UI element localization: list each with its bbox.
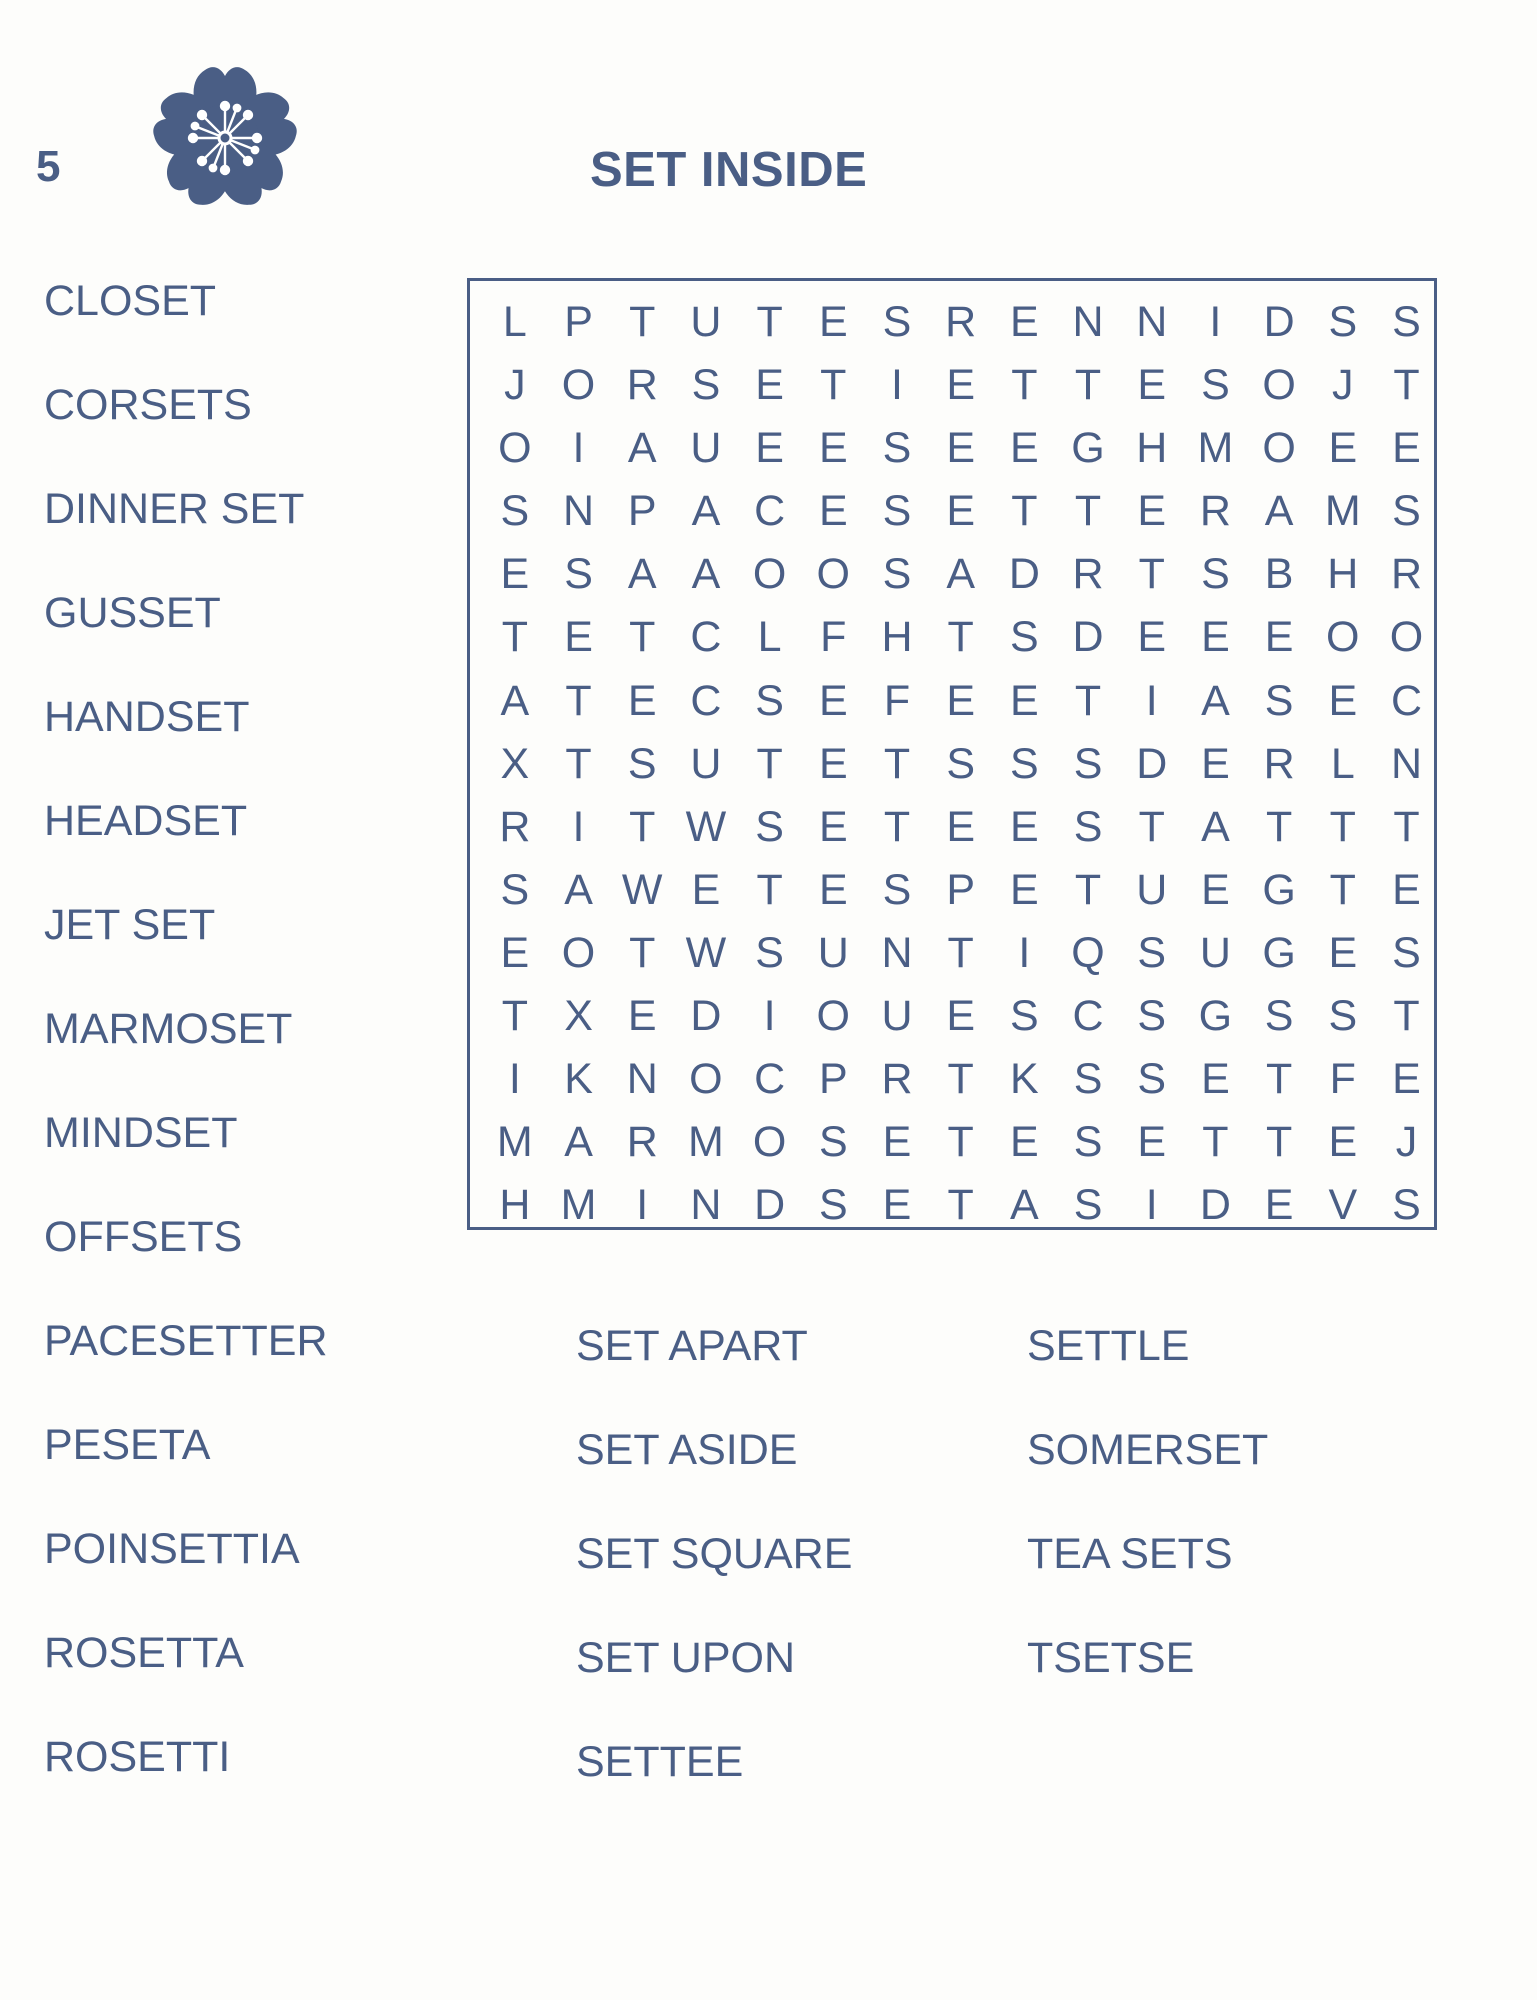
grid-cell: D <box>1008 550 1040 599</box>
grid-cell: P <box>564 298 593 346</box>
grid-cell: T <box>883 802 911 851</box>
grid-cell: O <box>498 424 532 473</box>
grid-cell: S <box>882 865 912 914</box>
grid-cell: R <box>881 1055 913 1104</box>
grid-cell: T <box>1074 487 1102 536</box>
grid-cell: I <box>763 992 776 1041</box>
word-item: HEADSET <box>44 797 248 845</box>
grid-cell: A <box>691 550 721 599</box>
grid-cell: S <box>1010 613 1039 662</box>
grid-cell: S <box>500 865 530 914</box>
page-number: 5 <box>36 142 61 191</box>
grid-cell: U <box>1136 865 1168 914</box>
grid-cell: A <box>500 676 530 725</box>
grid-cell: E <box>627 992 657 1041</box>
grid-cell: N <box>563 487 595 536</box>
grid-cell: C <box>1390 676 1422 725</box>
grid-cell: E <box>946 424 975 473</box>
grid-cell: T <box>501 613 528 662</box>
grid-cell: S <box>882 487 912 536</box>
grid-cell: E <box>1010 1118 1039 1167</box>
grid-cell: L <box>502 298 527 346</box>
grid-cell: D <box>1263 298 1295 346</box>
grid-cell: O <box>1389 613 1424 662</box>
grid-cell: O <box>1326 613 1360 662</box>
grid-cell: R <box>1263 739 1295 788</box>
grid-cell: T <box>1393 802 1420 851</box>
grid-cell: U <box>817 928 849 977</box>
grid-cell: E <box>818 739 848 788</box>
word-item: SETTLE <box>1027 1322 1190 1370</box>
grid-cell: M <box>496 1118 533 1167</box>
grid-cell: E <box>755 361 784 410</box>
grid-cell: E <box>755 424 784 473</box>
grid-cell: R <box>1390 550 1422 599</box>
grid-cell: E <box>1010 298 1039 346</box>
grid-cell: S <box>1392 298 1421 346</box>
grid-cell: A <box>627 424 657 473</box>
grid-cell: N <box>1390 739 1422 788</box>
grid-cell: C <box>690 676 722 725</box>
grid-cell: T <box>501 992 528 1041</box>
word-item: SETTEE <box>576 1738 744 1786</box>
grid-cell: L <box>1330 739 1355 788</box>
grid-cell: J <box>504 361 526 410</box>
grid-cell: T <box>629 928 656 977</box>
grid-cell: T <box>756 865 783 914</box>
grid-cell: I <box>572 424 585 473</box>
grid-cell: E <box>1137 613 1167 662</box>
grid-cell: E <box>818 298 848 346</box>
grid-cell: T <box>883 739 911 788</box>
grid-cell: S <box>1264 992 1294 1041</box>
grid-cell: H <box>881 613 913 662</box>
grid-cell: E <box>1392 1055 1421 1104</box>
grid-cell: S <box>691 361 721 410</box>
grid-cell: R <box>1072 550 1104 599</box>
grid-cell: A <box>1010 1181 1039 1230</box>
grid-cell: S <box>818 1118 848 1167</box>
grid-cell: R <box>1199 487 1231 536</box>
grid-cell: B <box>1264 550 1294 599</box>
grid-cell: S <box>1137 992 1167 1041</box>
grid-cell: S <box>1073 739 1103 788</box>
grid-cell: T <box>1265 1118 1293 1167</box>
word-item: TEA SETS <box>1027 1530 1233 1578</box>
grid-cell: S <box>1137 928 1167 977</box>
grid-cell: T <box>629 298 656 346</box>
grid-cell: T <box>756 298 783 346</box>
grid-cell: T <box>947 1181 974 1230</box>
page-title: SET INSIDE <box>590 143 868 197</box>
grid-cell: T <box>629 802 656 851</box>
grid-cell: E <box>818 802 848 851</box>
word-list-middle <box>576 1318 852 1838</box>
grid-cell: T <box>1074 865 1102 914</box>
word-item: CLOSET <box>44 277 217 325</box>
word-item: MINDSET <box>44 1109 238 1157</box>
grid-cell: E <box>818 676 848 725</box>
grid-cell: E <box>1264 1181 1294 1230</box>
grid-cell: W <box>621 865 663 914</box>
grid-cell: A <box>691 487 721 536</box>
grid-cell: U <box>690 298 722 346</box>
grid-cell: M <box>560 1181 597 1230</box>
grid-cell: S <box>1328 992 1358 1041</box>
grid-cell: I <box>1018 928 1031 977</box>
word-item: HANDSET <box>44 693 250 741</box>
grid-cell: A <box>1264 487 1294 536</box>
grid-cell: G <box>1071 424 1105 473</box>
grid-cell: M <box>1197 424 1234 473</box>
grid-cell: I <box>1209 298 1222 346</box>
grid-cell: T <box>947 1118 974 1167</box>
grid-cell: G <box>1198 992 1233 1041</box>
grid-cell: E <box>1392 865 1421 914</box>
grid-cell: S <box>882 424 912 473</box>
grid-cell: J <box>1395 1118 1418 1167</box>
grid-cell: T <box>1393 992 1420 1041</box>
grid-cell: E <box>882 1181 912 1230</box>
grid-cell: P <box>946 865 975 914</box>
grid-cell: W <box>685 802 727 851</box>
grid-cell: N <box>1072 298 1104 346</box>
word-item: ROSETTI <box>44 1733 231 1781</box>
grid-cell: T <box>1138 550 1165 599</box>
grid-cell: I <box>1145 1181 1158 1230</box>
grid-cell: N <box>626 1055 658 1104</box>
grid-cell: S <box>564 550 593 599</box>
grid-cell: T <box>1011 487 1038 536</box>
grid-cell: S <box>627 739 657 788</box>
grid-cell: S <box>755 802 784 851</box>
grid-cell: O <box>752 1118 787 1167</box>
grid-cell: R <box>626 361 658 410</box>
grid-cell: E <box>1264 613 1294 662</box>
grid-cell: S <box>1073 1118 1103 1167</box>
grid-cell: S <box>1328 298 1358 346</box>
grid-cell: F <box>820 613 847 662</box>
grid-cell: S <box>1392 928 1421 977</box>
grid-cell: T <box>565 739 592 788</box>
grid-cell: P <box>818 1055 848 1104</box>
grid-cell: T <box>1265 1055 1293 1104</box>
grid-cell: S <box>1137 1055 1167 1104</box>
grid-cell: S <box>1392 487 1421 536</box>
grid-cell: T <box>629 613 656 662</box>
word-item: GUSSET <box>44 589 221 637</box>
grid-cell: D <box>754 1181 786 1230</box>
grid-cell: E <box>1137 487 1167 536</box>
grid-cell: X <box>564 992 593 1041</box>
grid-cell: I <box>890 361 903 410</box>
grid-cell: D <box>1136 739 1168 788</box>
grid-cell: C <box>754 1055 786 1104</box>
word-item: ROSETTA <box>44 1629 244 1677</box>
grid-cell: E <box>818 487 848 536</box>
grid-cell: T <box>1074 676 1102 725</box>
grid-cell: E <box>691 865 721 914</box>
grid-cell: E <box>500 550 530 599</box>
grid-cell: E <box>1010 424 1039 473</box>
grid-cell: C <box>754 487 786 536</box>
grid-cell: S <box>882 298 912 346</box>
word-item: SET ASIDE <box>576 1426 798 1474</box>
grid-cell: E <box>882 1118 912 1167</box>
grid-cell: U <box>690 739 722 788</box>
grid-cell: O <box>816 992 850 1041</box>
grid-cell: E <box>627 676 657 725</box>
grid-cell: E <box>1201 613 1230 662</box>
word-item: TSETSE <box>1027 1634 1195 1682</box>
grid-cell: A <box>1201 676 1230 725</box>
letter-grid <box>483 291 1438 1237</box>
grid-cell: F <box>883 676 911 725</box>
grid-cell: V <box>1328 1181 1358 1230</box>
grid-cell: N <box>881 928 913 977</box>
grid-cell: H <box>499 1181 531 1230</box>
grid-cell: U <box>881 992 913 1041</box>
grid-cell: P <box>627 487 657 536</box>
grid-cell: E <box>1328 928 1358 977</box>
grid-cell: T <box>565 676 592 725</box>
grid-cell: O <box>1262 424 1296 473</box>
grid-cell: E <box>1137 361 1167 410</box>
grid-cell: S <box>946 739 975 788</box>
grid-cell: I <box>508 1055 521 1104</box>
grid-cell: T <box>947 1055 974 1104</box>
grid-cell: M <box>1324 487 1361 536</box>
grid-cell: O <box>816 550 850 599</box>
grid-cell: E <box>1010 676 1039 725</box>
grid-cell: A <box>946 550 975 599</box>
grid-cell: A <box>564 1118 593 1167</box>
word-item: SET APART <box>576 1322 808 1370</box>
grid-cell: E <box>564 613 593 662</box>
grid-cell: T <box>756 739 783 788</box>
grid-cell: U <box>690 424 722 473</box>
grid-cell: E <box>946 361 975 410</box>
word-item: POINSETTIA <box>44 1525 300 1573</box>
grid-cell: W <box>685 928 727 977</box>
grid-cell: N <box>1136 298 1168 346</box>
grid-cell: E <box>1328 424 1358 473</box>
grid-cell: A <box>564 865 593 914</box>
grid-cell: E <box>818 424 848 473</box>
grid-cell: J <box>1332 361 1354 410</box>
word-item: SET SQUARE <box>576 1530 853 1578</box>
grid-cell: S <box>755 676 784 725</box>
grid-cell: S <box>755 928 784 977</box>
grid-cell: X <box>500 739 530 788</box>
grid-cell: O <box>689 1055 723 1104</box>
word-list-left <box>44 273 328 1833</box>
grid-cell: T <box>1011 361 1038 410</box>
grid-cell: S <box>1073 1055 1103 1104</box>
grid-cell: E <box>1137 1118 1167 1167</box>
grid-cell: E <box>946 487 975 536</box>
word-item: SOMERSET <box>1027 1426 1269 1474</box>
grid-cell: S <box>1073 1181 1103 1230</box>
grid-cell: E <box>1201 1055 1230 1104</box>
grid-cell: E <box>1201 739 1230 788</box>
grid-cell: S <box>500 487 530 536</box>
grid-cell: H <box>1136 424 1168 473</box>
grid-cell: S <box>1010 992 1039 1041</box>
grid-cell: T <box>1329 865 1356 914</box>
grid-cell: E <box>946 802 975 851</box>
grid-cell: G <box>1262 928 1296 977</box>
grid-cell: G <box>1262 865 1296 914</box>
grid-cell: I <box>1145 676 1158 725</box>
grid-cell: D <box>690 992 722 1041</box>
puzzle-grid-box <box>467 278 1437 1230</box>
grid-cell: S <box>1073 802 1103 851</box>
grid-cell: T <box>947 928 974 977</box>
grid-cell: O <box>561 361 596 410</box>
grid-cell: E <box>946 992 975 1041</box>
grid-cell: O <box>752 550 787 599</box>
word-item: JET SET <box>44 901 216 949</box>
grid-cell: A <box>627 550 657 599</box>
grid-cell: R <box>499 802 531 851</box>
grid-cell: I <box>636 1181 649 1230</box>
word-item: MARMOSET <box>44 1005 293 1053</box>
word-item: DINNER SET <box>44 485 305 533</box>
grid-cell: I <box>572 802 585 851</box>
grid-cell: T <box>820 361 847 410</box>
grid-cell: S <box>1264 676 1294 725</box>
grid-cell: S <box>1010 739 1039 788</box>
grid-cell: E <box>1010 865 1039 914</box>
grid-cell: N <box>690 1181 722 1230</box>
grid-cell: A <box>1201 802 1230 851</box>
grid-cell: E <box>1328 676 1358 725</box>
grid-cell: F <box>1329 1055 1356 1104</box>
grid-cell: H <box>1327 550 1359 599</box>
grid-cell: E <box>1392 424 1421 473</box>
word-list-right <box>1027 1318 1268 1734</box>
grid-cell: D <box>1199 1181 1231 1230</box>
grid-cell: T <box>1074 361 1102 410</box>
grid-cell: R <box>626 1118 658 1167</box>
grid-cell: R <box>945 298 977 346</box>
grid-cell: L <box>757 613 782 662</box>
grid-cell: T <box>1329 802 1356 851</box>
grid-cell: E <box>1328 1118 1358 1167</box>
flower-icon <box>145 58 305 210</box>
grid-cell: O <box>1262 361 1296 410</box>
grid-cell: K <box>564 1055 593 1104</box>
grid-cell: E <box>1010 802 1039 851</box>
grid-cell: Q <box>1071 928 1105 977</box>
grid-cell: S <box>1392 1181 1421 1230</box>
word-item: SET UPON <box>576 1634 796 1682</box>
grid-cell: M <box>687 1118 724 1167</box>
grid-cell: S <box>818 1181 848 1230</box>
grid-cell: E <box>818 865 848 914</box>
grid-cell: E <box>500 928 530 977</box>
grid-cell: S <box>1201 550 1230 599</box>
grid-cell: E <box>1201 865 1230 914</box>
word-item: CORSETS <box>44 381 252 429</box>
grid-cell: T <box>1202 1118 1229 1167</box>
grid-cell: S <box>1201 361 1230 410</box>
grid-cell: T <box>1138 802 1165 851</box>
grid-cell: U <box>1199 928 1231 977</box>
grid-cell: T <box>1393 361 1420 410</box>
grid-cell: O <box>561 928 596 977</box>
grid-cell: E <box>946 676 975 725</box>
grid-cell: C <box>690 613 722 662</box>
word-item: PESETA <box>44 1421 211 1469</box>
grid-cell: D <box>1072 613 1104 662</box>
grid-cell: C <box>1072 992 1104 1041</box>
grid-cell: T <box>947 613 974 662</box>
grid-cell: T <box>1265 802 1293 851</box>
word-item: PACESETTER <box>44 1317 328 1365</box>
word-item: OFFSETS <box>44 1213 243 1261</box>
grid-cell: K <box>1010 1055 1039 1104</box>
grid-cell: S <box>882 550 912 599</box>
